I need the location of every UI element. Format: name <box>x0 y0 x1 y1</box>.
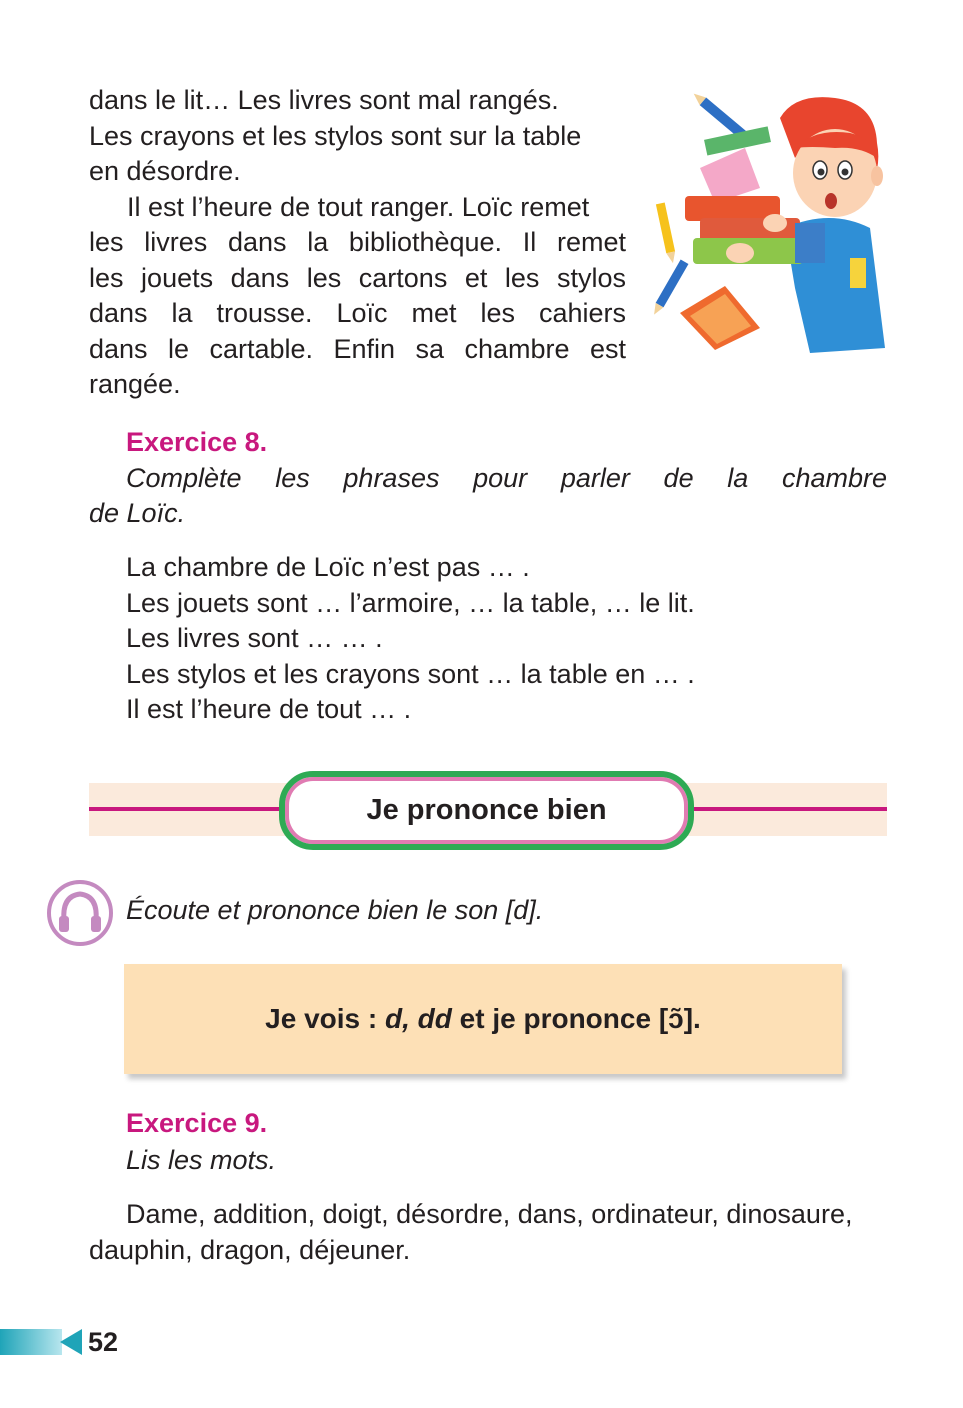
exercise-8-instruction <box>89 461 887 531</box>
exercise-9-title: Exercice 9. <box>126 1108 268 1138</box>
words-line: dauphin, dragon, déjeuner. <box>89 1235 411 1265</box>
sentence: La chambre de Loïc n’est pas … . <box>126 552 530 582</box>
sentence: Les stylos et les crayons sont … la table en … . <box>126 658 695 689</box>
story-line: rangée. <box>89 369 181 399</box>
story-line: les livres dans la bibliothèque. Il remet <box>89 227 626 257</box>
story-line: Les crayons et les stylos sont sur la table <box>89 120 582 151</box>
story-line: les jouets dans les cartons et les stylos <box>89 262 626 293</box>
headphones-icon <box>46 878 114 948</box>
page-number-bar <box>0 1329 62 1355</box>
section-title <box>279 771 694 850</box>
sentence: Il est l’heure de tout … . <box>126 694 412 724</box>
exercise-8-sentences <box>126 550 695 728</box>
sentence: Les jouets sont … l’armoire, … la table, … le lit. <box>126 587 695 618</box>
triangle-left-icon <box>60 1329 82 1355</box>
section-title-text: Je prononce bien <box>366 794 607 826</box>
rule-sound: [ɔ̃]. <box>658 1003 701 1034</box>
story-line: dans le lit… Les livres sont mal rangés. <box>89 85 559 115</box>
rule-prefix: Je vois : <box>265 1003 386 1034</box>
exercise-9-words <box>89 1196 889 1268</box>
listen-instruction: Écoute et prononce bien le son [d]. <box>126 895 544 925</box>
story-line: dans le cartable. Enfin sa chambre est <box>89 333 626 364</box>
exercise-9-instruction: Lis les mots. <box>126 1145 277 1175</box>
words-line: Dame, addition, doigt, désordre, dans, ordinateur, dinosaure, <box>126 1199 853 1229</box>
instruction-line: de Loïc. <box>89 498 186 528</box>
story-line: Il est l’heure de tout ranger. Loïc remet <box>127 191 590 222</box>
pronunciation-rule-box <box>124 964 842 1074</box>
boy-with-books-illustration <box>645 88 890 358</box>
instruction-line: Complète les phrases pour parler de la chambre <box>126 463 887 493</box>
story-line: en désordre. <box>89 156 241 186</box>
story-line: dans la trousse. Loïc met les cahiers <box>89 298 626 328</box>
page-number: 52 <box>88 1327 119 1357</box>
exercise-8-title: Exercice 8. <box>126 427 268 457</box>
story-text <box>89 83 626 403</box>
rule-letters: d, dd <box>385 1003 452 1034</box>
rule-middle: et je prononce <box>451 1003 659 1034</box>
sentence: Les livres sont … … . <box>126 623 383 653</box>
